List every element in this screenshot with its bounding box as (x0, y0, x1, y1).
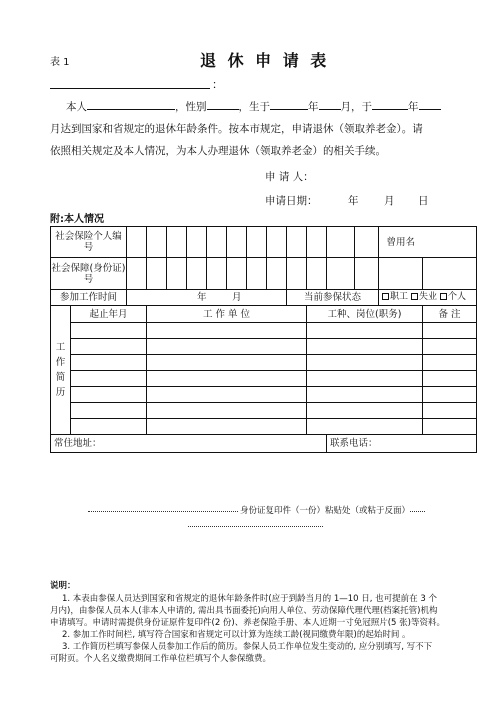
history-job-cell[interactable] (307, 387, 423, 403)
ss-digit-cell[interactable] (307, 258, 327, 290)
ss-digit-cell[interactable] (127, 258, 147, 290)
history-header-remark: 备 注 (423, 306, 477, 323)
intro-gender-label: ，性别 (175, 101, 207, 113)
history-unit-cell[interactable] (147, 419, 307, 435)
history-period-cell[interactable] (71, 403, 147, 419)
history-job-cell[interactable] (307, 339, 423, 355)
history-remark-cell[interactable] (423, 387, 477, 403)
intro-year-label: 年 (308, 101, 319, 113)
history-period-cell[interactable] (71, 387, 147, 403)
history-period-cell[interactable] (71, 323, 147, 339)
si-digit-cell[interactable] (187, 227, 207, 258)
si-digit-cell[interactable] (307, 227, 327, 258)
table-row (51, 419, 477, 435)
history-remark-cell[interactable] (423, 403, 477, 419)
applicant-label: 申 请 人： (265, 171, 314, 183)
date-month-label: 月 (384, 195, 395, 207)
ss-digit-cell[interactable] (355, 258, 379, 290)
si-digit-cell[interactable] (227, 227, 247, 258)
si-digit-cell[interactable] (355, 227, 379, 258)
work-start-field[interactable] (127, 290, 287, 306)
note-2: 2. 参加工作时间栏, 填写符合国家和省规定可以计算为连续工龄(视同缴费年限)的起始时间 。 (62, 630, 411, 640)
former-name-label: 曾用名 (379, 227, 423, 258)
name-field[interactable] (87, 97, 175, 110)
table-row (51, 339, 477, 355)
history-remark-cell[interactable] (423, 371, 477, 387)
ss-digit-cell[interactable] (379, 258, 423, 290)
phone-field[interactable] (327, 435, 477, 453)
history-period-cell[interactable] (71, 339, 147, 355)
history-remark-cell[interactable] (423, 339, 477, 355)
status-checkbox-employee[interactable] (382, 293, 389, 300)
application-date-label: 申请日期： (265, 195, 318, 207)
note-3-line-1: 3. 工作简历栏填写参保人员参加工作后的简历。参保人员工作单位发生变动的, 应分别填写, 写不下 (62, 642, 433, 652)
history-unit-cell[interactable] (147, 371, 307, 387)
history-unit-cell[interactable] (147, 323, 307, 339)
history-header-job: 工种、岗位(职务) (307, 306, 423, 323)
si-digit-cell[interactable] (167, 227, 187, 258)
note-1-line-2: 月内)，由参保人员本人(非本人申请的, 需出具书面委托)向用人单位、劳动保障代理代理(档案托管)机构 (50, 606, 438, 616)
ss-digit-cell[interactable] (187, 258, 207, 290)
history-job-cell[interactable] (307, 419, 423, 435)
ss-digit-cell[interactable] (287, 258, 307, 290)
paste-area-dotted-left (88, 511, 238, 512)
table-row (51, 323, 477, 339)
ss-digit-cell[interactable] (147, 258, 167, 290)
notes-heading: 说明： (50, 581, 76, 591)
ss-digit-cell[interactable] (327, 258, 355, 290)
gender-field[interactable] (207, 97, 239, 110)
history-header-unit: 工 作 单 位 (147, 306, 307, 323)
history-job-cell[interactable] (307, 403, 423, 419)
history-remark-cell[interactable] (423, 419, 477, 435)
addressee-colon: ： (212, 78, 223, 91)
history-period-cell[interactable] (71, 355, 147, 371)
work-start-label: 参加工作时间 (51, 290, 127, 306)
work-history-label (51, 306, 71, 435)
ss-digit-cell[interactable] (207, 258, 227, 290)
si-digit-cell[interactable] (207, 227, 227, 258)
table-row (51, 403, 477, 419)
si-digit-cell[interactable] (267, 227, 287, 258)
status-option-individual: 个人 (448, 292, 467, 302)
intro-line-2: 月达到国家和省规定的退休年龄条件。按本市规定，申请退休（领取养老金）。请 (50, 123, 423, 135)
ss-digit-cell[interactable] (267, 258, 287, 290)
history-remark-cell[interactable] (423, 323, 477, 339)
si-digit-cell[interactable] (287, 227, 307, 258)
intro-ben-ren: 本人 (66, 101, 87, 113)
history-period-cell[interactable] (71, 419, 147, 435)
history-job-cell[interactable] (307, 371, 423, 387)
work-start-month-label: 月 (232, 292, 242, 303)
note-1-line-1: 1. 本表由参保人员达到国家和省规定的退休年龄条件时(应于到龄当月的 1—10 日, 也可提前在 3 个 (62, 594, 437, 604)
table-row (51, 355, 477, 371)
history-char: 简 (55, 372, 66, 383)
si-digit-cell[interactable] (247, 227, 267, 258)
note-1-line-3: 申请填写。申请时需提供身份证原件复印件(2 份)、养老保险手册、本人近期一寸免冠照片(5 张)等资料。 (50, 618, 445, 628)
address-label: 常住地址： (54, 438, 102, 449)
si-digit-cell[interactable] (127, 227, 147, 258)
ss-digit-cell[interactable] (247, 258, 267, 290)
date-year-label: 年 (348, 195, 359, 207)
intro-line-3: 依照相关规定及本人情况，为本人办理退休（领取养老金）的相关手续。 (50, 145, 386, 157)
table-row (51, 387, 477, 403)
history-char: 作 (55, 357, 66, 368)
intro-birth-label: ，生于 (238, 101, 270, 113)
history-unit-cell[interactable] (147, 403, 307, 419)
ss-digit-cell[interactable] (423, 258, 477, 290)
paste-area-dotted-lower (188, 526, 323, 527)
status-checkbox-individual[interactable] (440, 293, 447, 300)
si-number-label: 社会保险个人编号 (51, 227, 127, 258)
ss-digit-cell[interactable] (227, 258, 247, 290)
addressee-underline[interactable] (50, 88, 210, 89)
history-char: 历 (55, 387, 66, 398)
intro-line-1 (66, 97, 441, 118)
address-field[interactable] (51, 435, 327, 453)
history-header-period: 起止年月 (71, 306, 147, 323)
si-digit-cell[interactable] (147, 227, 167, 258)
retire-month-field[interactable] (419, 97, 441, 110)
history-job-cell[interactable] (307, 323, 423, 339)
history-job-cell[interactable] (307, 355, 423, 371)
status-option-unemployed: 失业 (419, 292, 438, 302)
retire-year-field[interactable] (372, 97, 408, 110)
history-unit-cell[interactable] (147, 339, 307, 355)
si-digit-cell[interactable] (327, 227, 355, 258)
status-checkbox-unemployed[interactable] (411, 293, 418, 300)
personal-info-table (50, 226, 477, 453)
history-unit-cell[interactable] (147, 355, 307, 371)
ss-card-label: 社会保障(身份证)号 (51, 258, 127, 290)
birth-year-field[interactable] (270, 97, 308, 110)
history-unit-cell[interactable] (147, 387, 307, 403)
page-title: 退 休 申 请 表 (200, 51, 330, 70)
history-remark-cell[interactable] (423, 355, 477, 371)
paste-area-caption: 身份证复印件（一份）粘贴处（或粘于反面） (240, 506, 411, 516)
intro-year2-label: 年 (408, 101, 419, 113)
attachment-title: 附:本人情况 (50, 214, 104, 225)
note-3-line-2: 可附页。个人名义缴费期间工作单位栏填写个人参保缴费。 (50, 654, 272, 664)
table-number: 表 1 (50, 57, 70, 68)
status-option-employee: 职工 (390, 292, 409, 302)
insured-status-label: 当前参保状态 (287, 290, 379, 306)
intro-month-label: 月，于 (340, 101, 372, 113)
work-start-year-label: 年 (197, 292, 207, 303)
history-period-cell[interactable] (71, 371, 147, 387)
birth-month-field[interactable] (319, 97, 341, 110)
history-char: 工 (55, 342, 66, 353)
former-name-field[interactable] (423, 227, 477, 258)
paste-area-dotted-right (410, 511, 425, 512)
phone-label: 联系电话： (330, 438, 378, 449)
table-row (51, 371, 477, 387)
insured-status-options (379, 290, 477, 306)
ss-digit-cell[interactable] (167, 258, 187, 290)
date-day-label: 日 (418, 195, 429, 207)
